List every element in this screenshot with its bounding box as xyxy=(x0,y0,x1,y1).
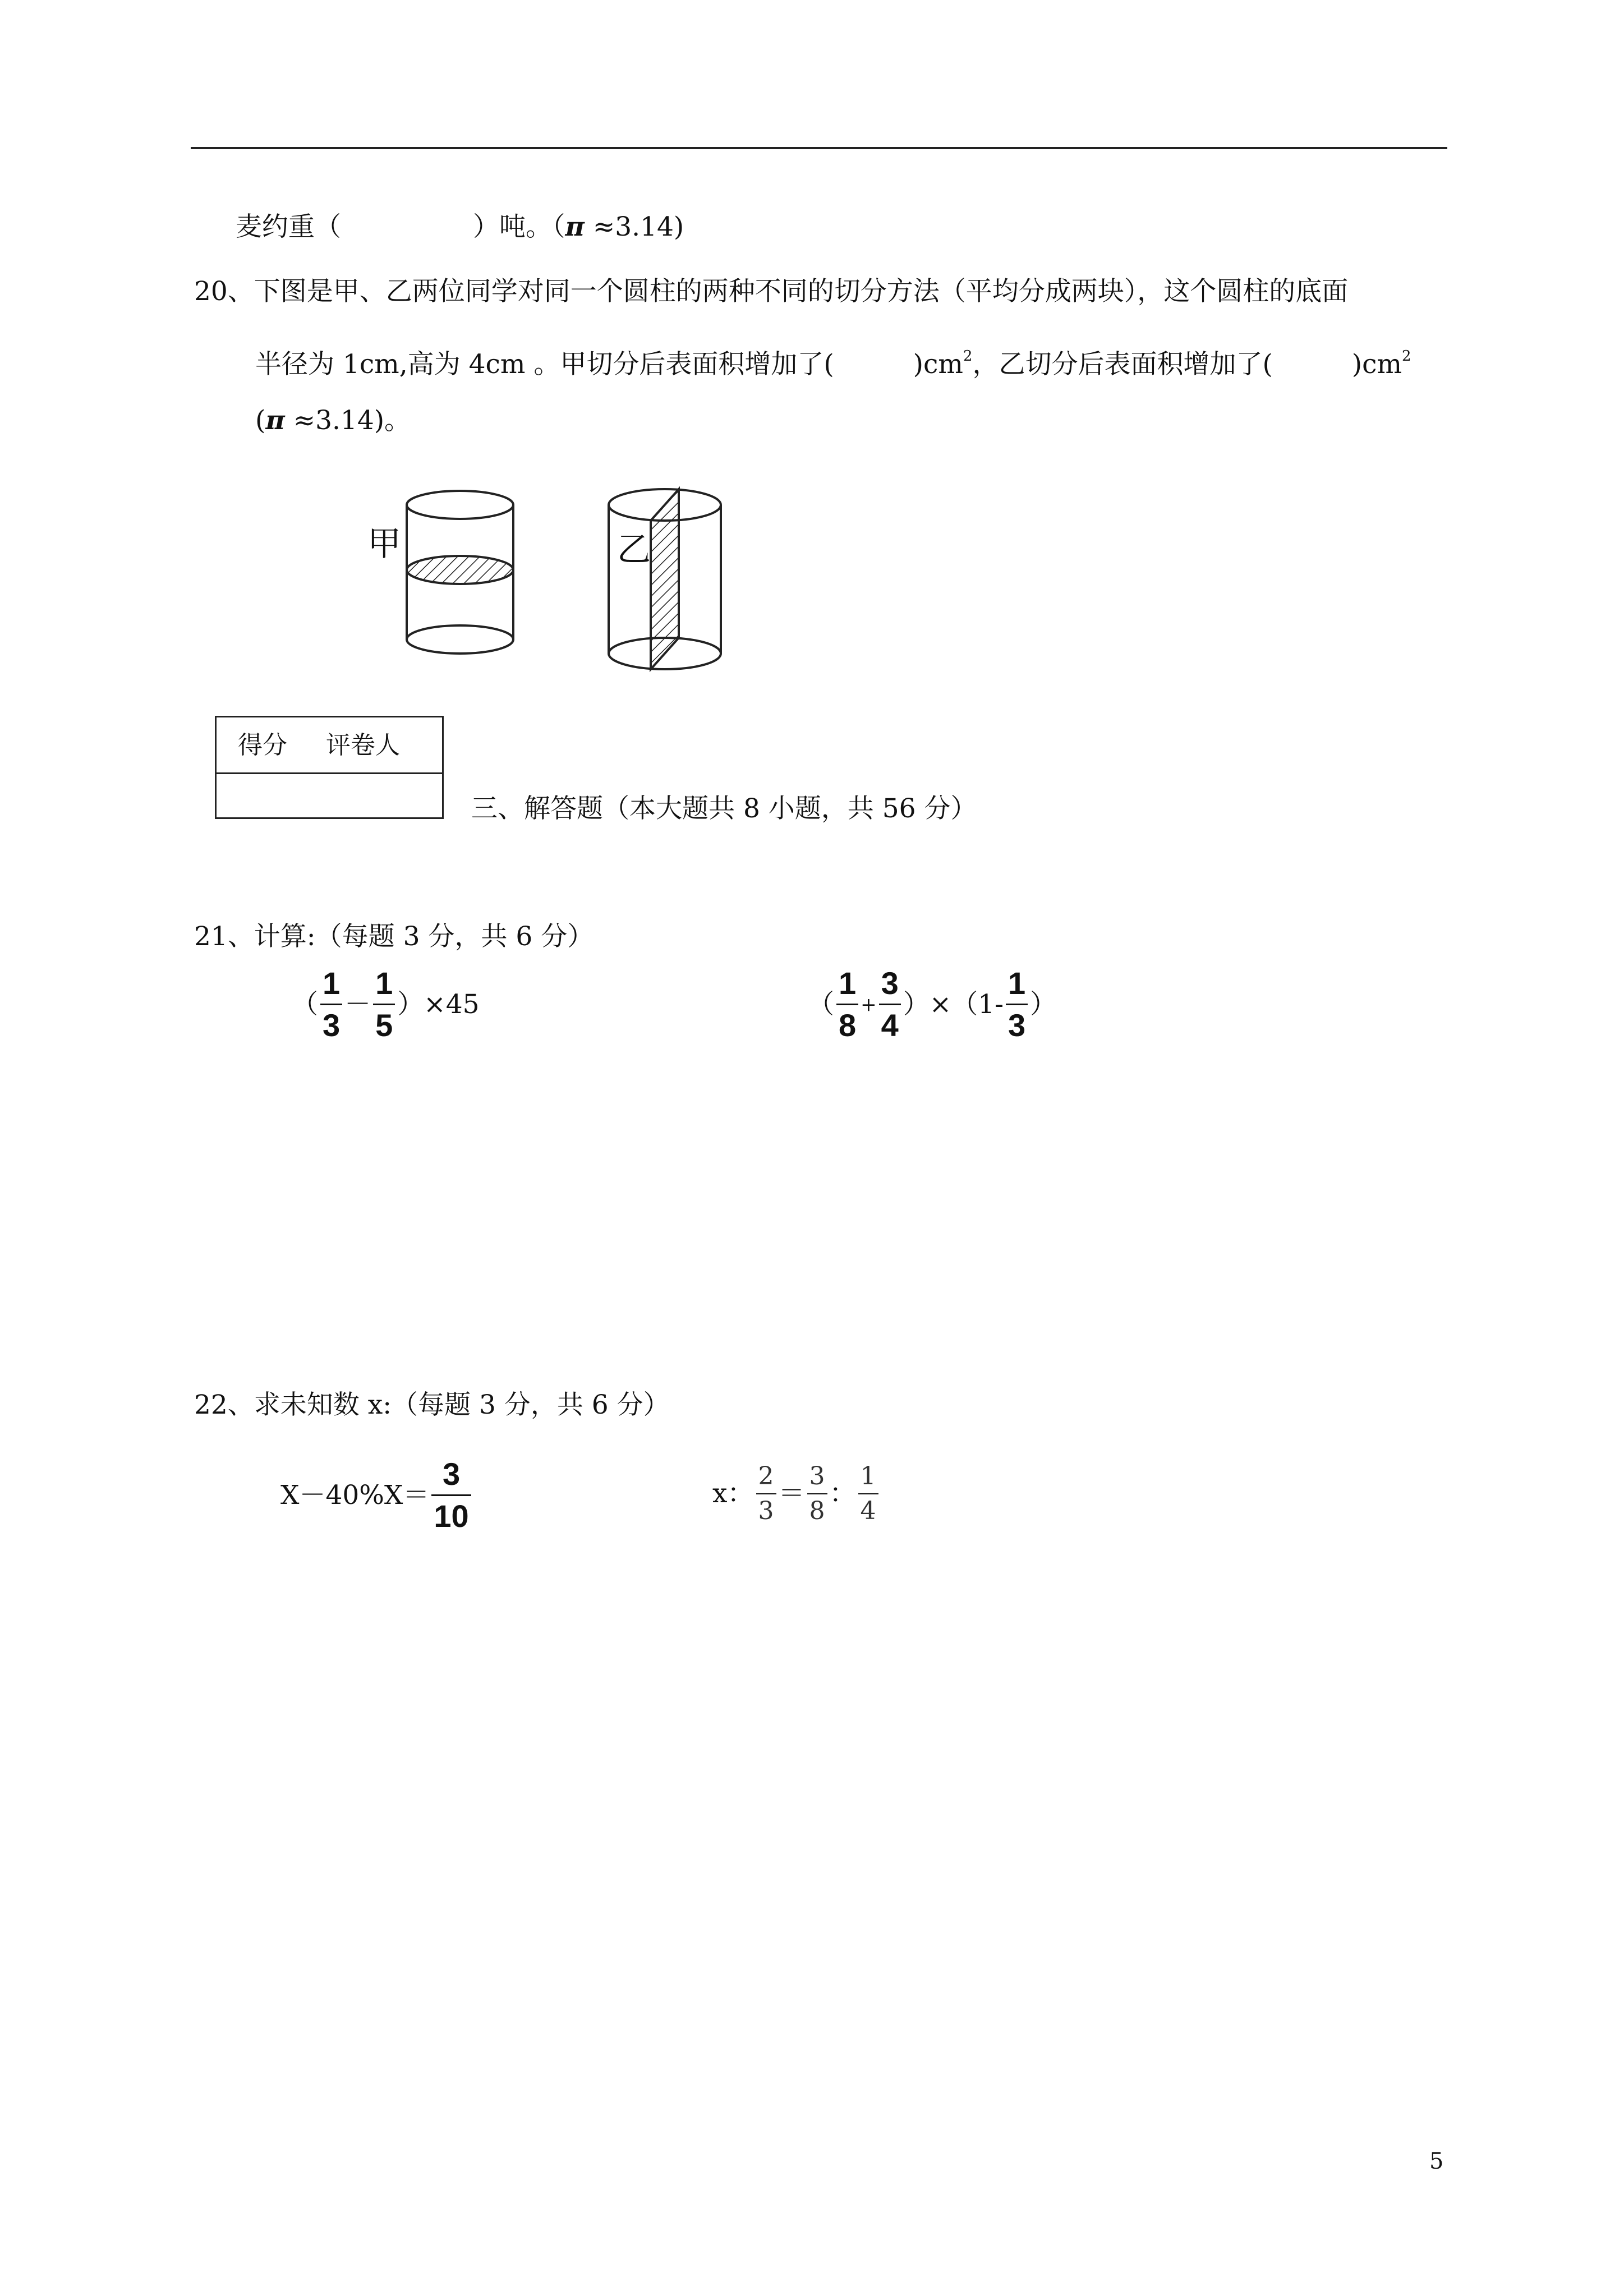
q22-equation-1 xyxy=(280,1458,473,1532)
numerator: 3 xyxy=(442,1456,461,1492)
q22-title: 22、求未知数 x:（每题 3 分，共 6 分） xyxy=(194,1389,670,1420)
q20-line2-part-b: ，乙切分后表面积增加了( )cm xyxy=(972,349,1402,380)
fraction xyxy=(320,965,342,1043)
times-operator: ）×（1- xyxy=(903,988,1004,1020)
fraction xyxy=(756,1464,776,1524)
q20-line1: 20、下图是甲、乙两位同学对同一个圆柱的两种不同的切分方法（平均分成两块），这个圆柱的底面 xyxy=(194,276,1349,307)
q20-sup-a: 2 xyxy=(963,348,973,365)
paren-close: ） xyxy=(1030,988,1057,1020)
cylinder-jia xyxy=(407,491,513,654)
section-3-title: 三、解答题（本大题共 8 小题，共 56 分） xyxy=(471,793,977,824)
denominator: 4 xyxy=(881,1007,899,1043)
numerator: 1 xyxy=(1007,965,1026,1001)
q20-paren-open: ( xyxy=(255,405,266,436)
q20-line2-part-a: 半径为 1cm,高为 4cm 。甲切分后表面积增加了( )cm xyxy=(255,349,963,380)
fraction xyxy=(879,965,901,1043)
fraction xyxy=(807,1464,827,1524)
denominator: 3 xyxy=(1007,1007,1026,1043)
equals-sign: ＝ xyxy=(778,1478,805,1509)
numerator: 2 xyxy=(758,1462,774,1490)
denominator: 5 xyxy=(375,1007,393,1043)
fraction xyxy=(858,1464,878,1524)
q19-tail-text: 麦约重（ ）吨。（ xyxy=(236,211,565,242)
denominator: 4 xyxy=(860,1497,876,1525)
denominator: 10 xyxy=(434,1498,469,1534)
minus-operator: － xyxy=(344,988,371,1020)
denominator: 8 xyxy=(839,1007,857,1043)
fraction xyxy=(373,965,395,1043)
cylinder-figure xyxy=(359,477,808,690)
cylinder-yi xyxy=(609,489,721,669)
unknown-x: x： xyxy=(712,1478,754,1509)
q19-approx-text: ≈3.14) xyxy=(584,211,684,242)
numerator: 1 xyxy=(323,965,341,1001)
numerator: 3 xyxy=(809,1462,825,1490)
q21-expression-2 xyxy=(808,965,1057,1043)
q20-line2 xyxy=(255,339,1411,381)
horizontal-cut-section xyxy=(407,556,513,584)
fraction xyxy=(431,1458,471,1532)
q20-sup-b: 2 xyxy=(1402,348,1411,365)
numerator: 1 xyxy=(860,1462,876,1490)
page-number: 5 xyxy=(1429,2148,1444,2174)
numerator: 1 xyxy=(375,965,393,1001)
denominator: 3 xyxy=(758,1497,774,1525)
paren-close-times: ）×45 xyxy=(397,988,480,1020)
grader-label: 评卷人 xyxy=(326,731,400,760)
pi-symbol: π xyxy=(265,405,285,436)
score-label: 得分 xyxy=(238,731,287,760)
denominator: 8 xyxy=(809,1497,825,1525)
q20-line3-rest: ≈3.14)。 xyxy=(284,405,411,436)
fraction xyxy=(836,965,858,1043)
fraction xyxy=(1006,965,1028,1043)
denominator: 3 xyxy=(323,1007,341,1043)
q20-line3 xyxy=(255,404,411,438)
q19-tail-line xyxy=(236,210,684,244)
q21-title: 21、计算:（每题 3 分，共 6 分） xyxy=(194,921,594,952)
numerator: 3 xyxy=(881,965,899,1001)
vertical-cut-section xyxy=(651,489,679,669)
numerator: 1 xyxy=(839,965,857,1001)
pi-symbol: π xyxy=(565,211,585,242)
q22-equation-2 xyxy=(712,1464,881,1524)
score-box xyxy=(215,716,444,819)
q21-expression-1 xyxy=(292,965,480,1043)
label-jia: 甲 xyxy=(367,524,401,564)
header-rule xyxy=(191,147,1447,149)
ratio-colon: ： xyxy=(829,1478,856,1509)
plus-operator: + xyxy=(861,993,877,1016)
paren-open: （ xyxy=(808,988,834,1020)
score-box-header xyxy=(217,717,442,774)
paren-open: （ xyxy=(292,988,318,1020)
equation-left: X－40%X＝ xyxy=(280,1479,430,1511)
label-yi: 乙 xyxy=(617,530,651,569)
